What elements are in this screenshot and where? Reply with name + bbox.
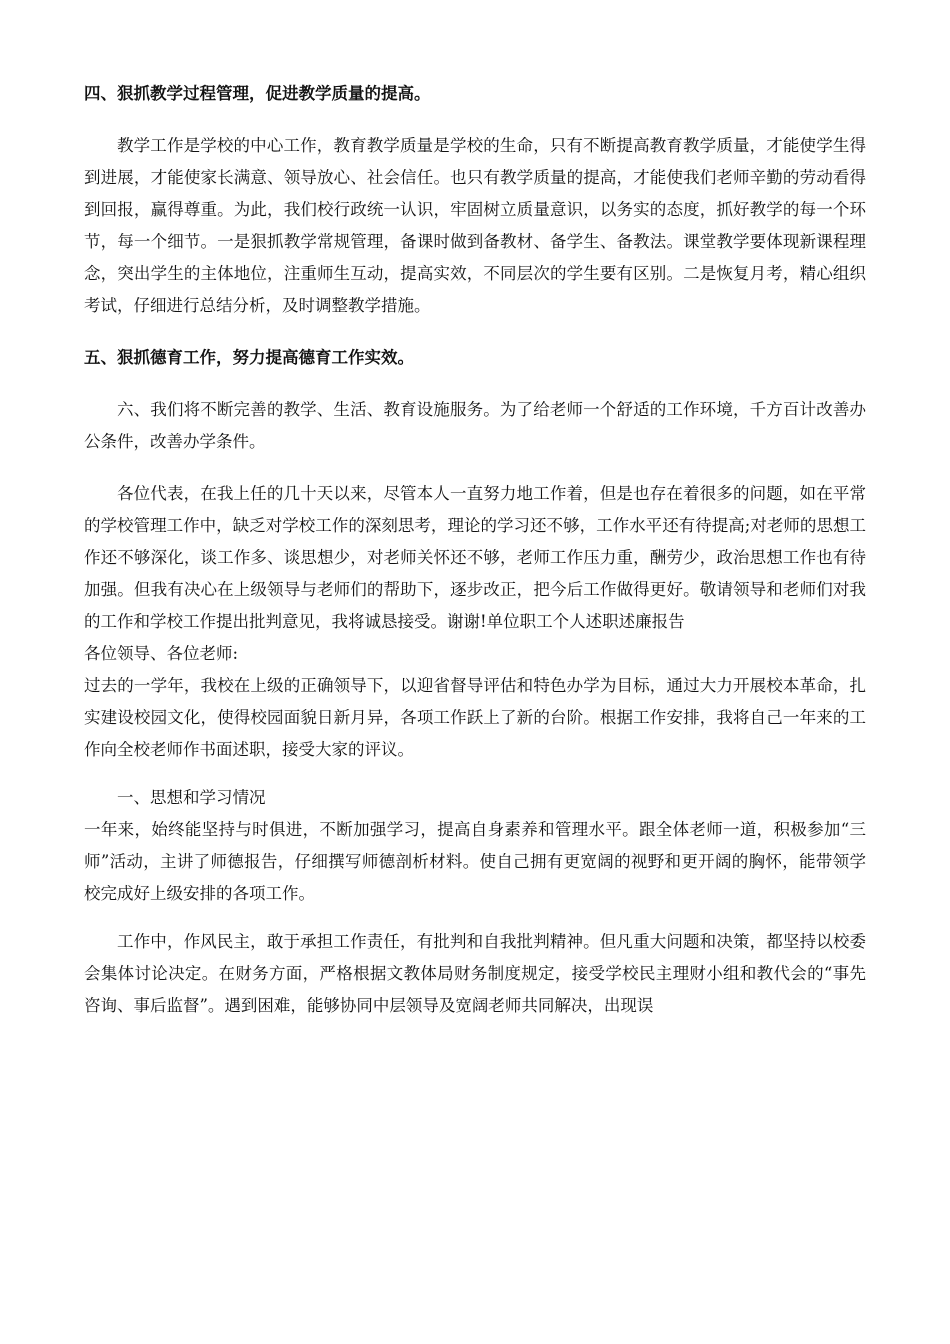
greeting: 各位领导、各位老师: xyxy=(84,644,239,663)
paragraph-delegates: 各位代表，在我上任的几十天以来，尽管本人一直努力地工作着，但是也存在着很多的问题，如在平常的学校管理工作中，缺乏对学校工作的深刻思考，理论的学习还不够，工作水平还有待提高;对老师的思想工作还不够深化，谈工作多、谈思想少，对老师关怀还不够，老师工作压力重，酬劳少，政治思想工作也有待加强。但我有决心在上级领导与老师们的帮助下，逐步改正，把今后工作做得更好。敬请领导和老师们对我的工作和学校工作提出批判意见，我将诚恳接受。谢谢!单位职工个人述职述廉报告 xyxy=(84,484,866,631)
section-heading-5: 五、狠抓德育工作，努力提高德育工作实效。 xyxy=(84,348,414,367)
paragraph-teaching-quality: 教学工作是学校的中心工作，教育教学质量是学校的生命，只有不断提高教育教学质量，才能使学生得到进展，才能使家长满意、领导放心、社会信任。也只有教学质量的提高，才能使我们老师辛勤的劳动看得到回报，赢得尊重。为此，我们校行政统一认识，牢固树立质量意识，以务实的态度，抓好教学的每一个环节，每一个细节。一是狠抓教学常规管理，备课时做到备教材、备学生、备教法。课堂教学要体现新课程理念，突出学生的主体地位，注重师生互动，提高实效，不同层次的学生要有区别。二是恢复月考，精心组织考试，仔细进行总结分析，及时调整教学措施。 xyxy=(84,136,866,315)
document-page xyxy=(84,78,866,1022)
paragraph-facilities: 六、我们将不断完善的教学、生活、教育设施服务。为了给老师一个舒适的工作环境，千方百计改善办公条件，改善办学条件。 xyxy=(84,400,866,451)
section-title-thought-study: 一、思想和学习情况 xyxy=(117,788,266,807)
paragraph-one-year: 一年来，始终能坚持与时俱进，不断加强学习，提高自身素养和管理水平。跟全体老师一道，积极参加“三师”活动，主讲了师德报告，仔细撰写师德剖析材料。使自己拥有更宽阔的视野和更开阔的胸怀，能带领学校完成好上级安排的各项工作。 xyxy=(84,820,866,903)
paragraph-work-style: 工作中，作风民主，敢于承担工作责任，有批判和自我批判精神。但凡重大问题和决策，都坚持以校委会集体讨论决定。在财务方面，严格根据文教体局财务制度规定，接受学校民主理财小组和教代会的“事先咨询、事后监督”。遇到困难，能够协同中层领导及宽阔老师共同解决，出现误 xyxy=(84,932,866,1015)
paragraph-past-year: 过去的一学年，我校在上级的正确领导下，以迎省督导评估和特色办学为目标，通过大力开展校本革命，扎实建设校园文化，使得校园面貌日新月异，各项工作跃上了新的台阶。根据工作安排，我将自己一年来的工作向全校老师作书面述职，接受大家的评议。 xyxy=(84,676,866,759)
section-heading-4: 四、狠抓教学过程管理，促进教学质量的提高。 xyxy=(84,84,431,103)
